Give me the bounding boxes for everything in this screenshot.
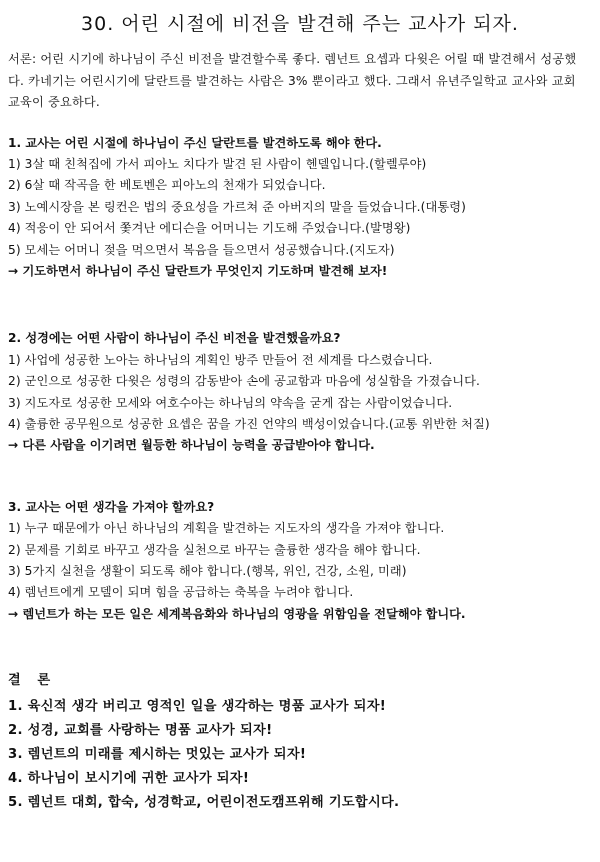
section-note: → 렘넌트가 하는 모든 일은 세계복음화와 하나님의 영광을 위함임을 전달해야 합니다. [8,606,466,621]
conclusion-item: 3. 렘넌트의 미래를 제시하는 멋있는 교사가 되자! [8,747,307,763]
list-item: 3) 노예시장을 본 링컨은 법의 중요성을 가르쳐 준 아버지의 말을 들었습니다.(대통령) [8,199,466,214]
list-item: 2) 6살 때 작곡을 한 베토벤은 피아노의 천재가 되었습니다. [8,178,326,193]
intro-paragraph: 서론: 어린 시기에 하나님이 주신 비전을 발견할수록 좋다. 렘넌트 요셉과 다윗은 어릴 때 발견해서 성공했다. 카네기는 어린시기에 달란트를 발견하는 사람은 3% 뿐이라고 했다. 그래서 유년주일학교 교사와 교회 교육이 중요하다. [8,52,577,109]
section-heading: 3. 교사는 어떤 생각을 가져야 할까요? [8,499,215,514]
section-2 [8,328,590,456]
section-heading: 2. 성경에는 어떤 사람이 하나님이 주신 비전을 발견했을까요? [8,331,341,346]
list-item: 1) 3살 때 친척집에 가서 피아노 치다가 발견 된 사람이 헨델입니다.(할렐루야) [8,156,427,171]
conclusion-section [8,669,590,815]
list-item: 4) 렘넌트에게 모델이 되며 힘을 공급하는 축복을 누려야 합니다. [8,585,354,600]
list-item: 4) 출륭한 공무원으로 성공한 요셉은 꿈을 가진 언약의 백성이었습니다.(교통 위반한 처질) [8,416,490,431]
section-note: → 다른 사람을 이기려면 월등한 하나님이 능력을 공급받아야 합니다. [8,438,375,453]
section-3 [8,497,590,625]
section-1 [8,133,590,283]
section-heading: 1. 교사는 어린 시절에 하나님이 주신 달란트를 발견하도록 해야 한다. [8,135,382,150]
list-item: 4) 적응이 안 되어서 쫓겨난 에디슨을 어머니는 기도해 주었습니다.(발명왕) [8,221,411,236]
conclusion-item: 5. 렘넌트 대회, 합숙, 성경학교, 어린이전도캠프위해 기도합시다. [8,795,400,811]
conclusion-heading: 결 론 [8,673,57,689]
list-item: 3) 지도자로 성공한 모세와 여호수아는 하나님의 약속을 굳게 잡는 사람이었습니다. [8,395,453,410]
document-title: 30. 어린 시절에 비전을 발견해 주는 교사가 되자. [81,13,519,35]
list-item: 1) 사업에 성공한 노아는 하나님의 계획인 방주 만들어 전 세계를 다스렸습니다. [8,352,433,367]
list-item: 1) 누구 때문에가 아닌 하나님의 계획을 발견하는 지도자의 생각을 가져야 합니다. [8,521,445,536]
conclusion-item: 4. 하나님이 보시기에 귀한 교사가 되자! [8,771,250,787]
conclusion-item: 1. 육신적 생각 버리고 영적인 일을 생각하는 명품 교사가 되자! [8,699,387,715]
list-item: 2) 군인으로 성공한 다윗은 성령의 감동받아 손에 공교함과 마음에 성실함을 가졌습니다. [8,374,480,389]
conclusion-item: 2. 성경, 교회를 사랑하는 명품 교사가 되자! [8,723,273,739]
section-note: → 기도하면서 하나님이 주신 달란트가 무엇인지 기도하며 발견해 보자! [8,263,388,278]
list-item: 3) 5가지 실천을 생활이 되도록 해야 합니다.(행복, 위인, 건강, 소원, 미래) [8,564,407,578]
list-item: 2) 문제를 기회로 바꾸고 생각을 실천으로 바꾸는 출륭한 생각을 해야 합니다. [8,542,421,557]
list-item: 5) 모세는 어머니 젖을 먹으면서 복음을 들으면서 성공했습니다.(지도자) [8,242,395,257]
